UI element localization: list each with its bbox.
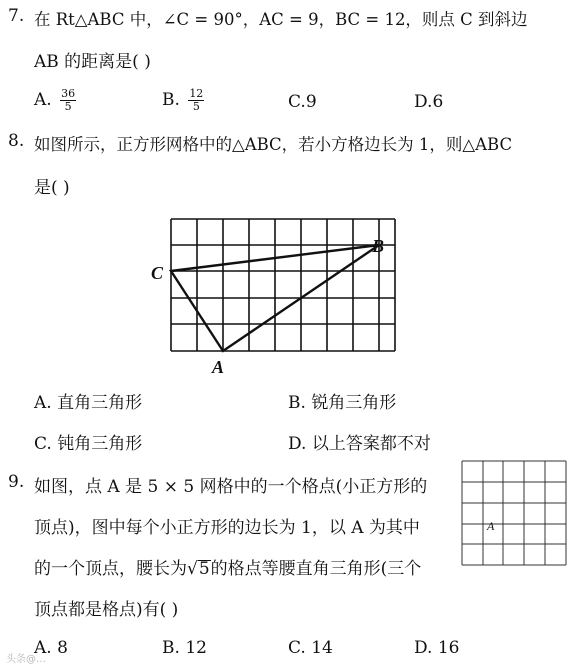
q7-option-b <box>162 88 204 113</box>
option-text: 16 <box>437 638 460 658</box>
q9-line1: 如图，点 A 是 5 × 5 网格中的一个格点(小正方形的 <box>34 477 428 497</box>
grid-lines <box>462 461 566 565</box>
option-text: 12 <box>185 638 207 658</box>
option-label: C. <box>288 92 306 112</box>
option-text: 6 <box>432 92 444 112</box>
q7-number: 7. <box>8 6 25 26</box>
q9-line3-start: 的一个顶点，腰长为 <box>34 559 187 579</box>
q8-option-d <box>288 429 431 454</box>
vertex-label-c: C <box>151 263 164 283</box>
q8-stem-line1: 如图所示，正方形网格中的△ABC，若小方格边长为 1，则△ABC <box>34 135 513 154</box>
q8-option-a <box>34 388 142 413</box>
q7-option-a <box>34 88 76 113</box>
fraction <box>60 88 76 113</box>
q9-line3-end: 的格点等腰直角三角形(三个 <box>210 559 422 579</box>
q9-number: 9. <box>8 472 25 492</box>
q8-number: 8. <box>8 131 25 151</box>
option-text: 14 <box>311 638 333 658</box>
sqrt-value: 5 <box>198 559 210 579</box>
numerator: 12 <box>189 87 204 100</box>
q9-option-c <box>288 638 333 658</box>
sqrt-symbol: √ <box>187 559 198 579</box>
q9-grid-figure <box>458 456 570 568</box>
option-text: 8 <box>57 638 68 658</box>
q9-option-d <box>414 638 459 658</box>
q8-option-c <box>34 429 142 454</box>
option-label: B. <box>162 638 180 658</box>
denominator: 5 <box>64 100 72 113</box>
option-label: A. <box>34 638 52 658</box>
option-text: 以上答案都不对 <box>311 434 431 454</box>
q7-option-d <box>414 92 443 112</box>
option-label: D. <box>414 638 433 658</box>
watermark: 头条@… <box>6 654 46 665</box>
option-label: D. <box>414 92 433 112</box>
option-text: 锐角三角形 <box>311 393 397 413</box>
q9-option-b <box>162 638 207 658</box>
q7-stem-line1: 在 Rt△ABC 中，∠C = 90°，AC = 9，BC = 12，则点 C 到斜边 <box>34 10 528 29</box>
denominator: 5 <box>192 100 200 113</box>
option-label: B. <box>288 393 306 413</box>
q8-option-b <box>288 388 396 413</box>
option-label: B. <box>162 90 180 110</box>
q7-option-c <box>288 92 317 112</box>
q9-line2: 顶点)，图中每个小正方形的边长为 1，以 A 为其中 <box>34 518 420 538</box>
option-label: D. <box>288 434 307 454</box>
q8-grid-figure <box>145 212 405 382</box>
q8-stem-line2: 是( ) <box>34 178 70 198</box>
numerator: 36 <box>61 87 76 100</box>
option-text: 直角三角形 <box>57 393 143 413</box>
q9-line3 <box>34 554 421 579</box>
point-label-a: A <box>487 519 495 533</box>
grid-lines <box>171 219 395 351</box>
option-text: 钝角三角形 <box>57 434 143 454</box>
vertex-label-a: A <box>212 357 225 377</box>
fraction <box>188 88 204 113</box>
option-label: C. <box>34 434 52 454</box>
q7-stem-line2: AB 的距离是( ) <box>34 52 151 72</box>
option-label: A. <box>34 90 52 110</box>
vertex-label-b: B <box>372 236 385 256</box>
option-label: C. <box>288 638 306 658</box>
q9-line4: 顶点都是格点)有( ) <box>34 600 179 620</box>
option-text: 9 <box>305 92 317 112</box>
option-label: A. <box>34 393 52 413</box>
